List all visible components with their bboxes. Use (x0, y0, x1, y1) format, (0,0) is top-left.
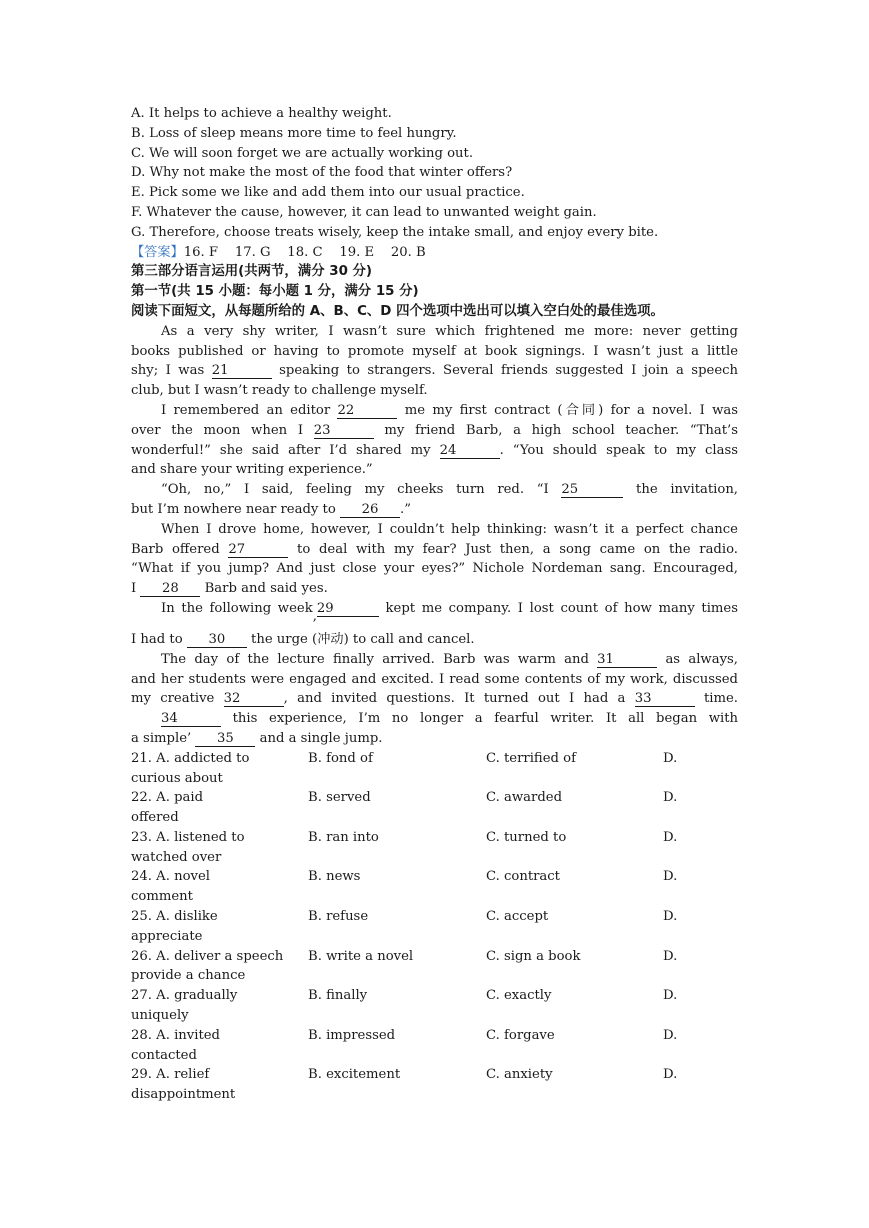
option-c: C. We will soon forget we are actually working out. (131, 145, 474, 161)
choice-a: 29. A. relief (131, 1067, 210, 1083)
choice-a: 22. A. paid (131, 790, 204, 806)
instruction: 阅读下面短文，从每题所给的 A、B、C、D 四个选项中选出可以填入空白处的最佳选项。 (131, 303, 664, 319)
question-wrap-line: watched over (131, 849, 222, 865)
choice-d: D. (663, 988, 678, 1004)
choice-c: C. terrified of (486, 750, 576, 766)
passage-line: club, but I wasn’t ready to challenge myself. (131, 383, 428, 399)
choice-b: B. served (308, 790, 371, 806)
blank-32: 32 (224, 691, 284, 707)
passage-line: Barb offered 27 to deal with my fear? Just then, a song came on the radio. (131, 541, 738, 557)
question-row (131, 867, 738, 887)
blank-24: 24 (440, 443, 500, 459)
document-page (131, 104, 738, 1105)
question-wrap-line: curious about (131, 770, 223, 786)
choice-b: B. ran into (308, 829, 379, 845)
question-row (131, 907, 738, 927)
choice-c: C. contract (486, 869, 560, 885)
passage-line: my creative 32 , and invited questions. It turned out I had a 33 time. (131, 691, 738, 707)
blank-23: 23 (314, 423, 374, 439)
question-list (131, 749, 738, 1105)
passage-line: As a very shy writer, I wasn’t sure which frightened me more: never getting (161, 323, 738, 339)
passage-line: wonderful!” she said after I’d shared my 24 . “You should speak to my class (131, 442, 738, 458)
option-a: A. It helps to achieve a healthy weight. (131, 106, 392, 121)
passage-line: When I drove home, however, I couldn’t help thinking: wasn’t it a perfect chance (161, 521, 738, 537)
blank-27: 27 (228, 542, 288, 558)
choice-b: B. impressed (308, 1027, 396, 1043)
answer-text: 16. F 17. G 18. C 19. E 20. B (183, 244, 426, 260)
choice-a: 27. A. gradually (131, 988, 238, 1004)
choice-b: B. news (308, 869, 361, 885)
blank-34: 34 (161, 711, 221, 727)
choice-b: B. excitement (308, 1067, 401, 1083)
choice-a: 21. A. addicted to (131, 750, 250, 766)
choice-b: B. refuse (308, 909, 369, 925)
choice-c: C. forgave (486, 1027, 555, 1043)
choice-c: C. anxiety (486, 1067, 553, 1083)
question-wrap-line: comment (131, 889, 193, 905)
option-b: B. Loss of sleep means more time to feel hungry. (131, 125, 457, 141)
question-row (131, 947, 738, 967)
question-row (131, 749, 738, 769)
part3-heading: 第三部分语言运用(共两节，满分 30 分) (131, 264, 373, 280)
choice-a: 28. A. invited (131, 1027, 220, 1043)
question-row (131, 828, 738, 848)
choice-c: C. exactly (486, 988, 552, 1004)
choice-a: 25. A. dislike (131, 909, 218, 925)
blank-21: 21 (212, 363, 272, 379)
passage-line: I had to 30 the urge (冲动) to call and cancel. (131, 631, 475, 647)
question-row (131, 1026, 738, 1046)
blank-30: 30 (187, 632, 247, 648)
passage-line: books published or having to promote myself at book signings. I wasn’t just a little (131, 343, 738, 359)
answer-label: 【答案】 (131, 244, 184, 260)
option-f: F. Whatever the cause, however, it can lead to unwanted weight gain. (131, 204, 597, 220)
choice-a: 24. A. novel (131, 869, 210, 885)
choice-a: 23. A. listened to (131, 829, 245, 845)
blank-35: 35 (195, 731, 255, 747)
choice-d: D. (663, 790, 678, 806)
blank-22: 22 (337, 403, 397, 419)
choice-a: 26. A. deliver a speech (131, 948, 284, 964)
question-wrap-line: uniquely (131, 1008, 189, 1024)
choice-d: D. (663, 909, 678, 925)
passage-line: a simple’ 35 and a single jump. (131, 730, 383, 746)
option-e: E. Pick some we like and add them into our usual practice. (131, 185, 525, 201)
passage-line: and her students were engaged and excited. I read some contents of my work, discussed (131, 671, 738, 687)
passage-line: In the following week,29 kept me company. I lost count of how many times (161, 600, 738, 624)
blank-25: 25 (561, 482, 623, 498)
answer-line (131, 243, 738, 263)
choice-c: C. awarded (486, 790, 563, 806)
passage-line: “What if you jump? And just close your eyes?” Nichole Nordeman sang. Encouraged, (131, 561, 738, 577)
question-wrap-line: contacted (131, 1047, 197, 1063)
choice-b: B. finally (308, 988, 368, 1004)
question-wrap-line: appreciate (131, 928, 203, 944)
passage-line: 34 this experience, I’m no longer a fearful writer. It all began with (161, 711, 738, 727)
choice-b: B. fond of (308, 750, 373, 766)
passage-line: over the moon when I 23 my friend Barb, a high school teacher. “That’s (131, 422, 738, 438)
choice-d: D. (663, 948, 678, 964)
passage-line: The day of the lecture finally arrived. Barb was warm and 31 as always, (161, 651, 738, 667)
choice-d: D. (663, 829, 678, 845)
passage-line: but I’m nowhere near ready to 26 .” (131, 501, 411, 517)
choice-d: D. (663, 750, 678, 766)
choice-c: C. turned to (486, 829, 567, 845)
choice-b: B. write a novel (308, 948, 414, 964)
choice-c: C. sign a book (486, 948, 581, 964)
question-wrap-line: offered (131, 810, 179, 826)
option-d: D. Why not make the most of the food that winter offers? (131, 165, 513, 181)
passage-line: shy; I was 21 speaking to strangers. Several friends suggested I join a speech (131, 363, 738, 379)
passage-line: I 28 Barb and said yes. (131, 581, 328, 597)
section1-heading: 第一节(共 15 小题：每小题 1 分，满分 15 分) (131, 284, 419, 300)
option-g: G. Therefore, choose treats wisely, keep the intake small, and enjoy every bite. (131, 224, 659, 240)
passage-line: I remembered an editor 22 me my first contract (合同) for a novel. I was (161, 402, 738, 418)
blank-29: 29 (317, 601, 379, 617)
question-wrap-line: disappointment (131, 1087, 236, 1103)
question-row (131, 986, 738, 1006)
choice-c: C. accept (486, 909, 549, 925)
passage-line: and share your writing experience.” (131, 462, 373, 478)
blank-33: 33 (635, 691, 695, 707)
question-row (131, 788, 738, 808)
blank-31: 31 (597, 652, 657, 668)
question-row (131, 1065, 738, 1085)
choice-d: D. (663, 869, 678, 885)
choice-d: D. (663, 1027, 678, 1043)
blank-28: 28 (140, 581, 200, 597)
passage-line: “Oh, no,” I said, feeling my cheeks turn red. “I 25 the invitation, (161, 482, 738, 498)
blank-26: 26 (340, 502, 400, 518)
question-wrap-line: provide a chance (131, 968, 246, 984)
choice-d: D. (663, 1067, 678, 1083)
